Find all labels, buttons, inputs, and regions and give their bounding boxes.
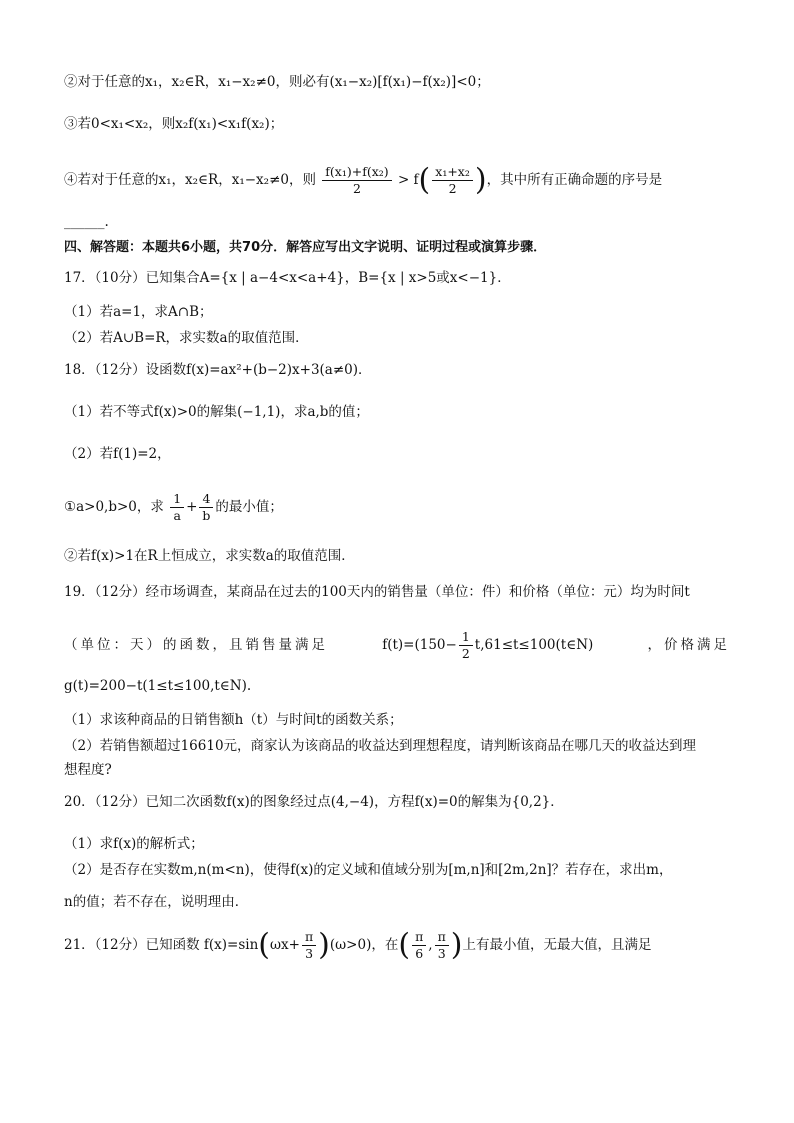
question-19-part-2: （2）若销售额超过16610元，商家认为该商品的收益达到理想程度，请判断该商品在哪几天的收益达到理 [64,738,697,754]
statement-2: ②对于任意的x₁，x₂∈R，x₁−x₂≠0，则必有(x₁−x₂)[f(x₁)−f(x₂)]<0； [64,74,490,90]
question-18-sub-2: ②若f(x)>1在R上恒成立，求实数a的取值范围． [64,548,355,564]
question-18-part-1: （1）若不等式f(x)>0的解集(−1,1)，求a,b的值； [64,404,369,420]
question-18-sub-1: ①a>0,b>0，求 $\frac{1}{a}$ + $\frac{4}{b}$ 的最小值； [64,491,283,523]
statement-3: ③若0<x₁<x₂，则x₂f(x₁)<x₁f(x₂)； [64,116,284,132]
question-19-stem: 19．（12分）经市场调查，某商品在过去的100天内的销售量（单位：件）和价格（单位：元）均为时间t [64,584,690,600]
question-18-part-2: （2）若f(1)=2， [64,446,171,462]
fraction: $\frac{\pi}{3}$ [302,929,316,962]
section-heading: 四、解答题：本题共6小题，共70分．解答应写出文字说明、证明过程或演算步骤． [64,240,547,255]
question-19-part-1: （1）求该种商品的日销售额h（t）与时间t的函数关系； [64,712,403,728]
question-20-stem: 20．（12分）已知二次函数f(x)的图象经过点(4,−4)，方程f(x)=0的解集为{0,2}． [64,794,564,810]
question-19-line-3: g(t)=200−t(1≤t≤100,t∈N). [64,678,252,694]
question-20-part-1: （1）求f(x)的解析式； [64,836,204,852]
question-20-part-2-cont: n的值；若不存在，说明理由． [64,894,249,910]
question-19-line-2: （单位：天）的函数，且销售量满足 f(t)=(150− $\frac{1}{2}$ t,61≤t≤100(t∈N) ，价格满足 [64,629,730,661]
fraction: $\frac{\pi}{3}$ [435,929,449,962]
statement-4: ④若对于任意的x₁，x₂∈R，x₁−x₂≠0，则 $\frac{\text{f(x₁)+f(x₂)}}{2}$ > f( $\frac{\text{x₁+x₂}}{2}$ )，其中所有正确命题的序号是 [64,162,663,198]
fraction: $\frac{\pi}{6}$ [412,929,426,962]
fraction: $\frac{4}{b}$ [199,491,213,524]
fraction: $\frac{1}{2}$ [459,629,473,662]
question-17-part-1: （1）若a=1，求A∩B； [64,304,213,320]
question-18-stem: 18．（12分）设函数f(x)=ax²+(b−2)x+3(a≠0)． [64,362,372,378]
fraction: $\frac{1}{a}$ [170,491,184,524]
answer-blank: ______. [64,214,109,230]
question-17-stem: 17．（10分）已知集合A={x | a−4<x<a+4}，B={x | x>5或x<−1}． [64,270,511,286]
question-17-part-2: （2）若A∪B=R，求实数a的取值范围． [64,330,309,346]
question-20-part-2: （2）是否存在实数m,n(m<n)，使得f(x)的定义域和值域分别为[m,n]和[2m,2n]？若存在，求出m， [64,862,673,878]
fraction: $\frac{\text{f(x₁)+f(x₂)}}{2}$ [322,164,391,197]
fraction: $\frac{\text{x₁+x₂}}{2}$ [432,164,473,197]
question-21-stem: 21．（12分）已知函数 f(x)=sin(ωx+ $\frac{\pi}{3}$ )(ω>0)，在( $\frac{\pi}{6}$ , $\frac{\pi}{3}$ )上有最小值，无最大值，且满足 [64,927,652,963]
question-19-part-2-cont: 想程度? [64,762,112,778]
